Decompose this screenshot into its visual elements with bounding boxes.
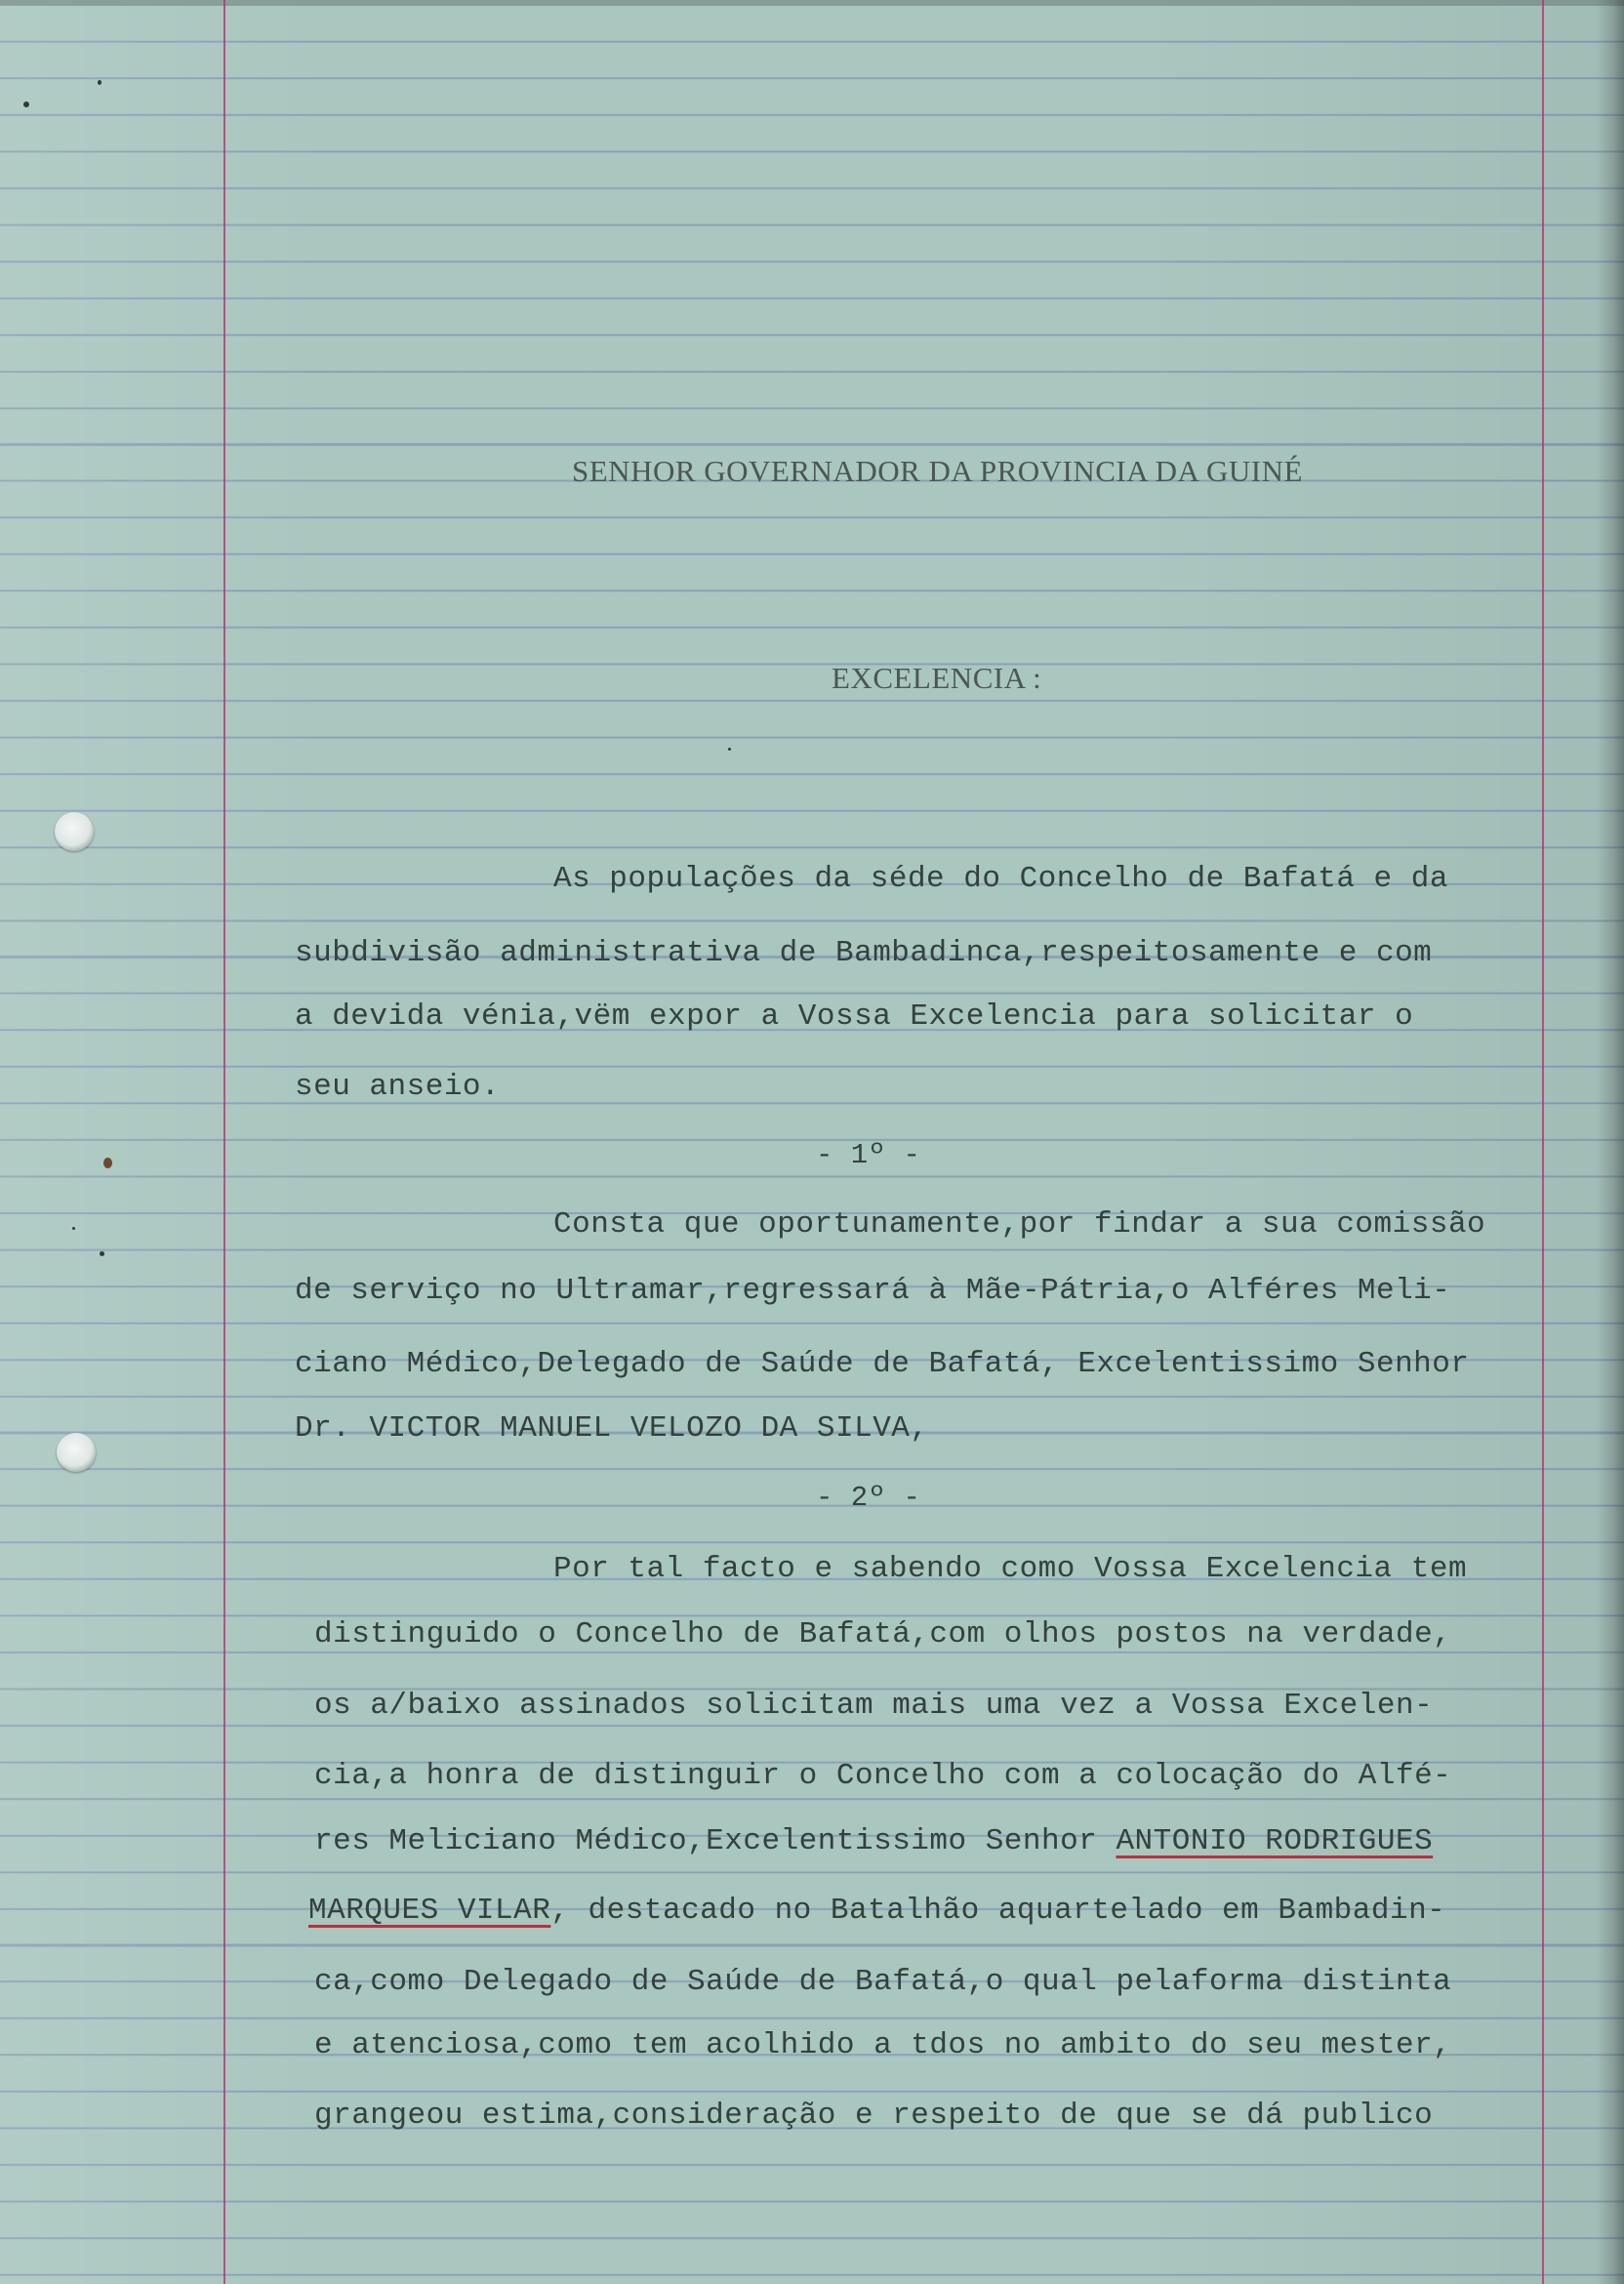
section-2-line-2: distinguido o Concelho de Bafatá,com olhos postos na verdade, xyxy=(314,1617,1452,1652)
section-2-line-9: grangeou estima,consideração e respeito de que se dá publico xyxy=(314,2099,1434,2133)
intro-line-2: subdivisão administrativa de Bambadinca,respeitosamente e com xyxy=(295,936,1433,970)
page-top-edge xyxy=(0,0,1624,6)
rust-speck xyxy=(103,1158,112,1168)
ink-speck xyxy=(728,748,731,751)
section-2-line-5 xyxy=(314,1822,1433,1861)
intro-line-1: As populações da séde do Concelho de Bafatá e da xyxy=(553,862,1448,896)
punch-hole-top xyxy=(55,812,94,851)
section-2-line-3: os a/baixo assinados solicitam mais uma vez a Vossa Excelen- xyxy=(314,1689,1434,1723)
ink-speck xyxy=(98,80,102,85)
ink-speck xyxy=(72,1227,75,1230)
underlined-name-part-1: ANTONIO RODRIGUES xyxy=(1116,1824,1434,1858)
section-2-marker: - 2º - xyxy=(816,1482,921,1514)
section-2-line-5-text: res Meliciano Médico,Excelentissimo Senhor xyxy=(314,1824,1116,1858)
salutation: EXCELENCIA : xyxy=(832,661,1042,695)
section-2-line-4: cia,a honra de distinguir o Concelho com a colocação do Alfé- xyxy=(314,1759,1452,1793)
section-1-line-2: de serviço no Ultramar,regressará à Mãe-Pátria,o Alféres Meli- xyxy=(295,1274,1451,1308)
section-2-line-6-text: , destacado no Batalhão aquartelado em Bambadin- xyxy=(550,1894,1446,1928)
ink-speck xyxy=(23,102,29,107)
intro-line-4: seu anseio. xyxy=(295,1070,501,1104)
section-2-line-1: Por tal facto e sabendo como Vossa Excelencia tem xyxy=(553,1552,1468,1586)
page-right-edge-shadow xyxy=(1597,0,1624,2284)
section-2-line-7: ca,como Delegado de Saúde de Bafatá,o qual pelaforma distinta xyxy=(314,1965,1452,1999)
right-margin-line xyxy=(1542,0,1544,2284)
section-2-line-6 xyxy=(308,1892,1445,1931)
intro-line-3: a devida vénia,vëm expor a Vossa Excelencia para solicitar o xyxy=(295,999,1414,1034)
punch-hole-bottom xyxy=(57,1433,96,1472)
section-1-line-4: Dr. VICTOR MANUEL VELOZO DA SILVA, xyxy=(295,1411,929,1446)
section-1-line-3: ciano Médico,Delegado de Saúde de Bafatá, Excelentissimo Senhor xyxy=(295,1347,1470,1381)
section-1-marker: - 1º - xyxy=(816,1139,921,1171)
addressee-heading: SENHOR GOVERNADOR DA PROVINCIA DA GUINÉ xyxy=(572,454,1303,488)
ink-speck xyxy=(100,1251,104,1256)
left-margin-line xyxy=(223,0,225,2284)
underlined-name-part-2: MARQUES VILAR xyxy=(308,1894,551,1928)
section-1-line-1: Consta que oportunamente,por findar a sua comissão xyxy=(553,1207,1486,1242)
section-2-line-8: e atenciosa,como tem acolhido a tdos no ambito do seu mester, xyxy=(314,2028,1452,2062)
